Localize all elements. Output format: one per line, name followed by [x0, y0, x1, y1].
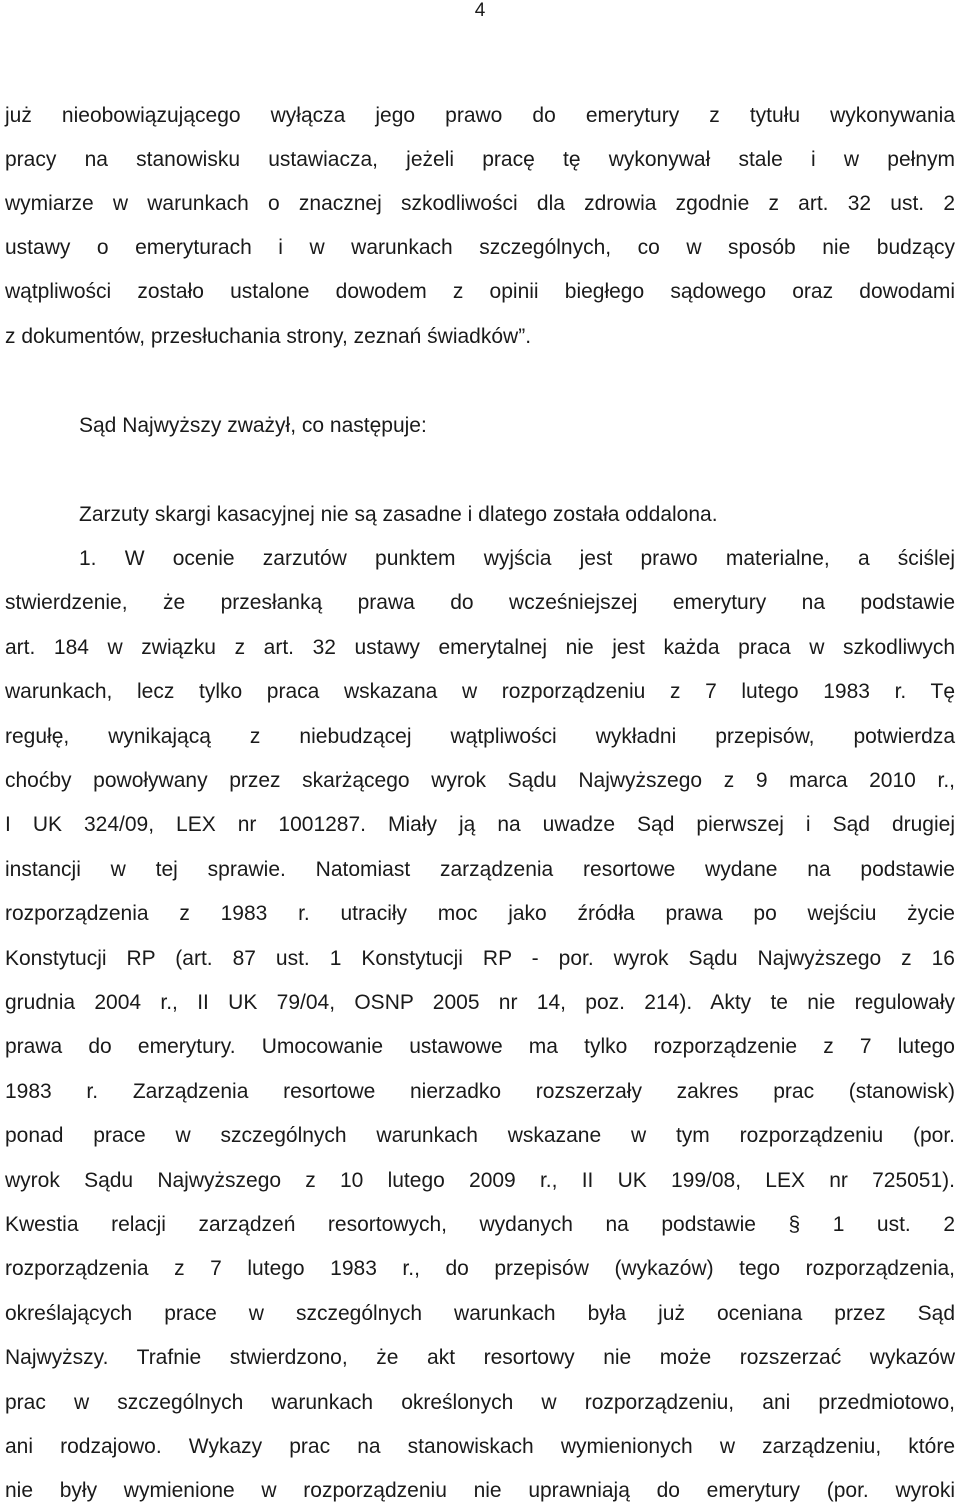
conclusion-statement: Zarzuty skargi kasacyjnej nie są zasadne i dlatego została oddalona.: [79, 503, 718, 526]
paragraph-2-line: art. 184 w związku z art. 32 ustawy emerytalnej nie jest każda praca w szkodliwych: [5, 636, 955, 659]
page-number: 4: [474, 0, 486, 21]
paragraph-1-line: pracy na stanowisku ustawiacza, jeżeli pracę tę wykonywał stale i w pełnym: [5, 148, 955, 171]
paragraph-2-line: 1983 r. Zarządzenia resortowe nierzadko rozszerzały zakres prac (stanowisk): [5, 1080, 955, 1103]
paragraph-2-line: prawa do emerytury. Umocowanie ustawowe ma tylko rozporządzenie z 7 lutego: [5, 1035, 955, 1058]
paragraph-1-line: z dokumentów, przesłuchania strony, zeznań świadków”.: [5, 325, 532, 348]
paragraph-1-line: wymiarze w warunkach o znacznej szkodliwości dla zdrowia zgodnie z art. 32 ust. 2: [5, 192, 955, 215]
paragraph-2-line: rozporządzenia z 7 lutego 1983 r., do przepisów (wykazów) tego rozporządzenia,: [5, 1257, 955, 1280]
paragraph-2-line: instancji w tej sprawie. Natomiast zarządzenia resortowe wydane na podstawie: [5, 858, 955, 881]
paragraph-2-line: stwierdzenie, że przesłanką prawa do wcześniejszej emerytury na podstawie: [5, 591, 955, 614]
paragraph-2-line: Konstytucji RP (art. 87 ust. 1 Konstytucji RP - por. wyrok Sądu Najwyższego z 16: [5, 947, 955, 970]
paragraph-2-line: 1. W ocenie zarzutów punktem wyjścia jest prawo materialne, a ściślej: [79, 547, 955, 570]
paragraph-2-line: prac w szczególnych warunkach określonych w rozporządzeniu, ani przedmiotowo,: [5, 1391, 955, 1414]
paragraph-1-line: ustawy o emeryturach i w warunkach szczególnych, co w sposób nie budzący: [5, 236, 955, 259]
paragraph-2-line: warunkach, lecz tylko praca wskazana w rozporządzeniu z 7 lutego 1983 r. Tę: [5, 680, 955, 703]
paragraph-1-line: wątpliwości zostało ustalone dowodem z opinii biegłego sądowego oraz dowodami: [5, 280, 955, 303]
paragraph-2-line: wyrok Sądu Najwyższego z 10 lutego 2009 r., II UK 199/08, LEX nr 725051).: [5, 1169, 955, 1192]
paragraph-2-line: ani rodzajowo. Wykazy prac na stanowiskach wymienionych w zarządzeniu, które: [5, 1435, 955, 1458]
paragraph-2-line: I UK 324/09, LEX nr 1001287. Miały ją na uwadze Sąd pierwszej i Sąd drugiej: [5, 813, 955, 836]
paragraph-2-line: Najwyższy. Trafnie stwierdzono, że akt resortowy nie może rozszerzać wykazów: [5, 1346, 955, 1369]
paragraph-2-line: choćby powoływany przez skarżącego wyrok Sądu Najwyższego z 9 marca 2010 r.,: [5, 769, 955, 792]
paragraph-2-line: grudnia 2004 r., II UK 79/04, OSNP 2005 nr 14, poz. 214). Akty te nie regulowały: [5, 991, 955, 1014]
paragraph-2-line: ponad prace w szczególnych warunkach wskazane w tym rozporządzeniu (por.: [5, 1124, 955, 1147]
paragraph-1-line: już nieobowiązującego wyłącza jego prawo do emerytury z tytułu wykonywania: [5, 104, 955, 127]
paragraph-2-line: określających prace w szczególnych warunkach była już oceniana przez Sąd: [5, 1302, 955, 1325]
court-heading: Sąd Najwyższy zważył, co następuje:: [79, 414, 427, 437]
paragraph-2-line: nie były wymienione w rozporządzeniu nie uprawniają do emerytury (por. wyroki: [5, 1479, 955, 1502]
paragraph-2-line: Kwestia relacji zarządzeń resortowych, wydanych na podstawie § 1 ust. 2: [5, 1213, 955, 1236]
paragraph-2-line: regułę, wynikającą z niebudzącej wątpliwości wykładni przepisów, potwierdza: [5, 725, 955, 748]
paragraph-2-line: rozporządzenia z 1983 r. utraciły moc jako źródła prawa po wejściu życie: [5, 902, 955, 925]
